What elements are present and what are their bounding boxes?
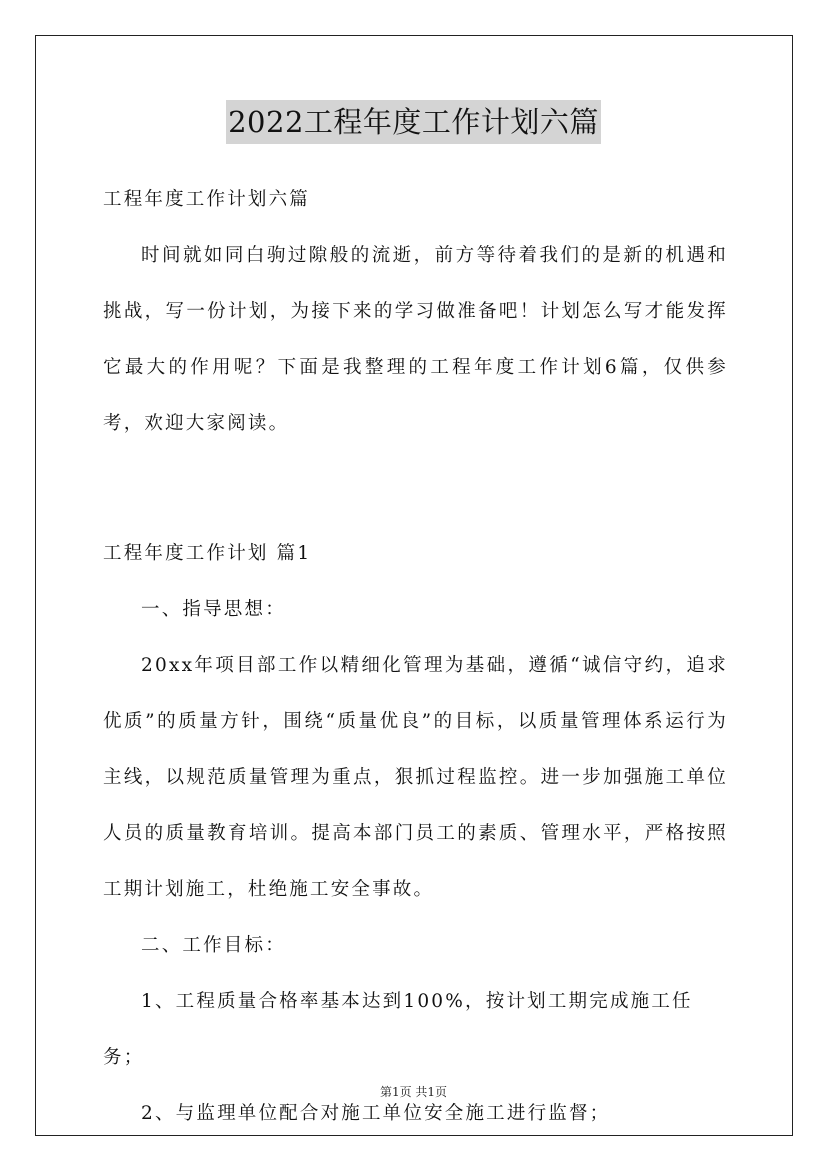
section-spacer bbox=[103, 452, 728, 526]
section-heading: 工程年度工作计划 篇1 bbox=[103, 543, 312, 564]
title-wrap bbox=[0, 100, 827, 144]
goal-item-1: 1、工程质量合格率基本达到100%，按计划工期完成施工任务； bbox=[103, 991, 693, 1068]
document-body bbox=[103, 172, 728, 1142]
goal-item-2: 2、与监理单位配合对施工单位安全施工进行监督； bbox=[141, 1103, 611, 1124]
goals-heading: 二、工作目标： bbox=[141, 935, 286, 956]
document-title: 2022工程年度工作计划六篇 bbox=[226, 100, 601, 144]
guiding-paragraph: 20xx年项目部工作以精细化管理为基础，遵循“诚信守约，追求优质”的质量方针，围绕“质量优良”的目标，以质量管理体系运行为主线，以规范质量管理为重点，狠抓过程监控。进一步加强施工单位人员的质量教育培训。提高本部门员工的素质、管理水平，严格按照工期计划施工，杜绝施工安全事故。 bbox=[103, 655, 728, 900]
document-subtitle: 工程年度工作计划六篇 bbox=[103, 189, 311, 210]
guiding-heading: 一、指导思想： bbox=[141, 599, 286, 620]
intro-paragraph: 时间就如同白驹过隙般的流逝，前方等待着我们的是新的机遇和挑战，写一份计划，为接下来的学习做准备吧！计划怎么写才能发挥它最大的作用呢？下面是我整理的工程年度工作计划6篇，仅供参考，欢迎大家阅读。 bbox=[103, 245, 728, 434]
page-footer: 第1页 共1页 bbox=[379, 1085, 448, 1099]
